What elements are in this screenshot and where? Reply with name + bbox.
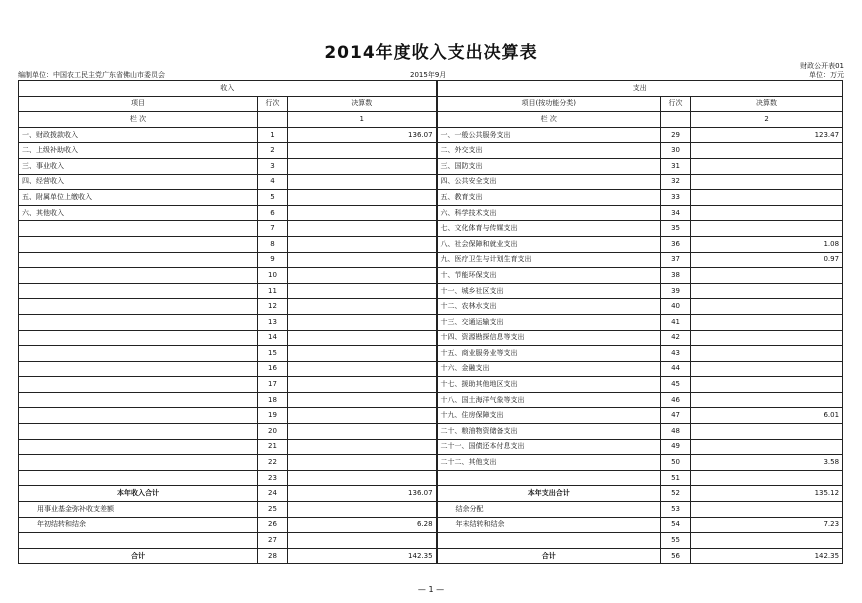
expense-item: 十六、金融支出 (437, 361, 661, 377)
expense-row-no: 52 (661, 486, 691, 502)
income-item (19, 408, 258, 424)
table-row (19, 486, 843, 502)
income-row-no: 23 (258, 470, 288, 486)
table-row (19, 455, 843, 471)
expense-row-no: 47 (661, 408, 691, 424)
expense-amount: 142.35 (691, 548, 843, 564)
expense-col-number: 2 (691, 112, 843, 128)
expense-amount (691, 377, 843, 393)
expense-item: 二、外交支出 (437, 143, 661, 159)
expense-item: 七、文化体育与传媒支出 (437, 221, 661, 237)
income-rowno-header: 行次 (258, 96, 288, 112)
expense-amount (691, 221, 843, 237)
expense-row-no: 29 (661, 127, 691, 143)
expense-amount: 135.12 (691, 486, 843, 502)
income-col-number: 1 (288, 112, 437, 128)
income-row-no: 20 (258, 424, 288, 440)
expense-amount: 123.47 (691, 127, 843, 143)
expense-item: 十八、国土海洋气象等支出 (437, 392, 661, 408)
income-item (19, 236, 258, 252)
expense-row-no: 43 (661, 346, 691, 362)
income-amount-header: 决算数 (288, 96, 437, 112)
income-col-label: 栏 次 (19, 112, 258, 128)
income-amount: 142.35 (288, 548, 437, 564)
expense-item: 二十、粮油物资储备支出 (437, 424, 661, 440)
table-row (19, 424, 843, 440)
table-row (19, 283, 843, 299)
expense-row-no: 49 (661, 439, 691, 455)
expense-row-no: 35 (661, 221, 691, 237)
expense-item: 十四、资源勘探信息等支出 (437, 330, 661, 346)
expense-amount (691, 392, 843, 408)
expense-col-blank (661, 112, 691, 128)
table-row (19, 502, 843, 518)
expense-item: 三、国防支出 (437, 158, 661, 174)
expense-item: 本年支出合计 (437, 486, 661, 502)
expense-amount (691, 158, 843, 174)
income-item (19, 330, 258, 346)
compiler: 编制单位：中国农工民主党广东省佛山市委员会 (18, 71, 165, 79)
income-item (19, 470, 258, 486)
income-amount (288, 252, 437, 268)
income-amount (288, 361, 437, 377)
date: 2015年9月 (410, 71, 447, 79)
expense-row-no: 55 (661, 533, 691, 549)
income-row-no: 16 (258, 361, 288, 377)
income-amount (288, 533, 437, 549)
table-row (19, 236, 843, 252)
expense-row-no: 46 (661, 392, 691, 408)
table-row (19, 377, 843, 393)
expense-rowno-header: 行次 (661, 96, 691, 112)
income-row-no: 7 (258, 221, 288, 237)
expense-row-no: 48 (661, 424, 691, 440)
expense-item: 十三、交通运输支出 (437, 314, 661, 330)
unit-label: 单位：万元 (809, 71, 844, 79)
expense-item: 四、公共安全支出 (437, 174, 661, 190)
expense-item: 十九、住房保障支出 (437, 408, 661, 424)
table-row (19, 299, 843, 315)
income-row-no: 19 (258, 408, 288, 424)
table-row (19, 127, 843, 143)
expense-amount (691, 314, 843, 330)
income-item (19, 439, 258, 455)
income-row-no: 24 (258, 486, 288, 502)
income-item (19, 455, 258, 471)
income-item-header: 项目 (19, 96, 258, 112)
expense-amount (691, 502, 843, 518)
table-row (19, 517, 843, 533)
income-amount (288, 190, 437, 206)
expense-amount: 6.01 (691, 408, 843, 424)
expense-row-no: 41 (661, 314, 691, 330)
expense-row-no: 37 (661, 252, 691, 268)
income-item (19, 221, 258, 237)
income-amount: 6.28 (288, 517, 437, 533)
expense-item: 十一、城乡社区支出 (437, 283, 661, 299)
income-item (19, 299, 258, 315)
income-amount (288, 392, 437, 408)
table-row (19, 361, 843, 377)
expense-amount: 0.97 (691, 252, 843, 268)
income-row-no: 9 (258, 252, 288, 268)
income-item: 用事业基金弥补收支差额 (19, 502, 258, 518)
income-row-no: 5 (258, 190, 288, 206)
income-amount (288, 330, 437, 346)
income-row-no: 28 (258, 548, 288, 564)
income-row-no: 15 (258, 346, 288, 362)
income-item: 一、财政拨款收入 (19, 127, 258, 143)
expense-amount (691, 299, 843, 315)
expense-item: 五、教育支出 (437, 190, 661, 206)
expense-amount (691, 533, 843, 549)
income-row-no: 10 (258, 268, 288, 284)
expense-row-no: 38 (661, 268, 691, 284)
expense-item: 十七、援助其他地区支出 (437, 377, 661, 393)
income-row-no: 8 (258, 236, 288, 252)
income-item (19, 252, 258, 268)
income-amount (288, 314, 437, 330)
income-amount (288, 143, 437, 159)
income-item (19, 283, 258, 299)
income-amount (288, 455, 437, 471)
expense-amount (691, 205, 843, 221)
income-item: 五、附属单位上缴收入 (19, 190, 258, 206)
income-amount (288, 205, 437, 221)
table-row (19, 330, 843, 346)
income-item (19, 424, 258, 440)
expense-row-no: 34 (661, 205, 691, 221)
expense-header: 支出 (437, 81, 843, 97)
income-row-no: 13 (258, 314, 288, 330)
table-row (19, 205, 843, 221)
expense-amount (691, 439, 843, 455)
expense-amount (691, 283, 843, 299)
income-item (19, 533, 258, 549)
expense-col-label: 栏 次 (437, 112, 661, 128)
income-amount (288, 470, 437, 486)
income-item: 三、事业收入 (19, 158, 258, 174)
expense-amount (691, 346, 843, 362)
income-row-no: 18 (258, 392, 288, 408)
expense-item: 九、医疗卫生与计划生育支出 (437, 252, 661, 268)
table-row (19, 143, 843, 159)
page-number: — 1 — (417, 585, 445, 594)
expense-amount (691, 470, 843, 486)
income-row-no: 1 (258, 127, 288, 143)
expense-row-no: 31 (661, 158, 691, 174)
income-row-no: 22 (258, 455, 288, 471)
table-row (19, 252, 843, 268)
expense-amount (691, 190, 843, 206)
expense-item: 八、社会保障和就业支出 (437, 236, 661, 252)
expense-row-no: 33 (661, 190, 691, 206)
expense-item: 二十一、国债还本付息支出 (437, 439, 661, 455)
income-amount: 136.07 (288, 127, 437, 143)
income-amount (288, 502, 437, 518)
expense-amount: 1.08 (691, 236, 843, 252)
income-item: 六、其他收入 (19, 205, 258, 221)
income-amount (288, 299, 437, 315)
expense-item: 结余分配 (437, 502, 661, 518)
income-amount (288, 174, 437, 190)
form-code: 财政公开表01 (800, 62, 844, 70)
income-header: 收入 (19, 81, 437, 97)
expense-row-no: 56 (661, 548, 691, 564)
income-item: 合计 (19, 548, 258, 564)
expense-row-no: 40 (661, 299, 691, 315)
income-amount (288, 283, 437, 299)
income-item: 本年收入合计 (19, 486, 258, 502)
expense-amount (691, 174, 843, 190)
income-item: 年初结转和结余 (19, 517, 258, 533)
table-row (19, 314, 843, 330)
expense-amount-header: 决算数 (691, 96, 843, 112)
income-item (19, 361, 258, 377)
budget-table (18, 80, 843, 564)
expense-row-no: 32 (661, 174, 691, 190)
income-amount (288, 158, 437, 174)
income-amount: 136.07 (288, 486, 437, 502)
expense-amount (691, 143, 843, 159)
expense-amount (691, 361, 843, 377)
expense-row-no: 50 (661, 455, 691, 471)
table-row (19, 268, 843, 284)
income-row-no: 3 (258, 158, 288, 174)
table-row (19, 392, 843, 408)
income-row-no: 26 (258, 517, 288, 533)
expense-amount: 7.23 (691, 517, 843, 533)
income-row-no: 4 (258, 174, 288, 190)
income-row-no: 12 (258, 299, 288, 315)
income-row-no: 14 (258, 330, 288, 346)
income-amount (288, 424, 437, 440)
income-amount (288, 377, 437, 393)
table-row (19, 470, 843, 486)
expense-item-header: 项目(按功能分类) (437, 96, 661, 112)
income-item: 四、经营收入 (19, 174, 258, 190)
income-row-no: 17 (258, 377, 288, 393)
income-row-no: 21 (258, 439, 288, 455)
income-amount (288, 236, 437, 252)
expense-amount (691, 330, 843, 346)
expense-item (437, 533, 661, 549)
expense-row-no: 42 (661, 330, 691, 346)
expense-amount (691, 268, 843, 284)
expense-amount: 3.58 (691, 455, 843, 471)
expense-item: 六、科学技术支出 (437, 205, 661, 221)
income-amount (288, 346, 437, 362)
income-item (19, 377, 258, 393)
expense-row-no: 54 (661, 517, 691, 533)
table-row (19, 158, 843, 174)
income-item (19, 314, 258, 330)
expense-item: 一、一般公共服务支出 (437, 127, 661, 143)
table-row (19, 533, 843, 549)
expense-row-no: 44 (661, 361, 691, 377)
income-row-no: 6 (258, 205, 288, 221)
expense-row-no: 39 (661, 283, 691, 299)
income-row-no: 25 (258, 502, 288, 518)
income-col-blank (258, 112, 288, 128)
income-item (19, 346, 258, 362)
table-row (19, 408, 843, 424)
table-row (19, 346, 843, 362)
income-row-no: 11 (258, 283, 288, 299)
expense-item: 十五、商业服务业等支出 (437, 346, 661, 362)
income-amount (288, 221, 437, 237)
income-amount (288, 439, 437, 455)
income-item (19, 268, 258, 284)
income-amount (288, 408, 437, 424)
table-row (19, 439, 843, 455)
expense-row-no: 53 (661, 502, 691, 518)
expense-item: 十二、农林水支出 (437, 299, 661, 315)
income-item (19, 392, 258, 408)
expense-row-no: 36 (661, 236, 691, 252)
income-item: 二、上级补助收入 (19, 143, 258, 159)
expense-row-no: 45 (661, 377, 691, 393)
expense-amount (691, 424, 843, 440)
income-row-no: 2 (258, 143, 288, 159)
table-row (19, 190, 843, 206)
expense-row-no: 30 (661, 143, 691, 159)
expense-item: 年末结转和结余 (437, 517, 661, 533)
expense-item: 合计 (437, 548, 661, 564)
expense-item (437, 470, 661, 486)
income-amount (288, 268, 437, 284)
page-title: 2014年度收入支出决算表 (324, 43, 538, 63)
income-row-no: 27 (258, 533, 288, 549)
table-row (19, 548, 843, 564)
expense-row-no: 51 (661, 470, 691, 486)
table-row (19, 221, 843, 237)
expense-item: 十、节能环保支出 (437, 268, 661, 284)
table-row (19, 174, 843, 190)
expense-item: 二十二、其他支出 (437, 455, 661, 471)
